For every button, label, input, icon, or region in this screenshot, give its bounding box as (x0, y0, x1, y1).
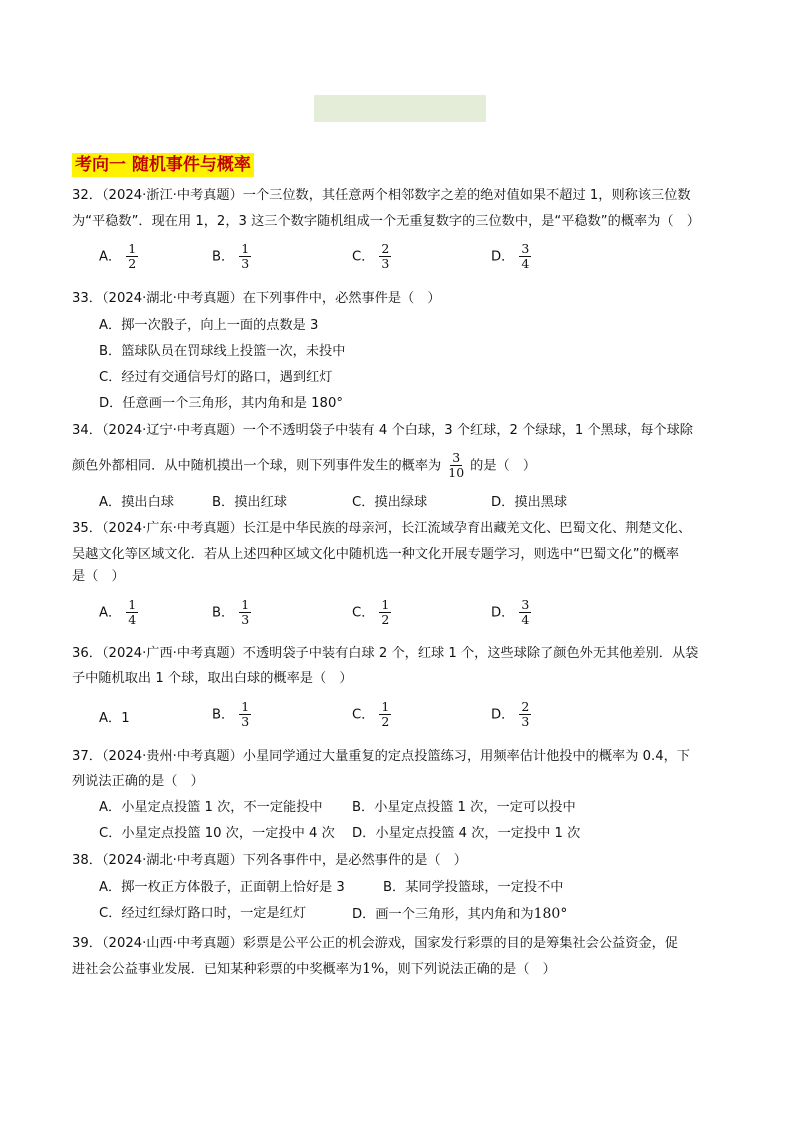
question-32-line-2: 为“平稳数”．现在用 1，2，3 这三个数字随机组成一个无重复数字的三位数中，是“平稳数”的概率为（ ） (72, 214, 700, 229)
question-35-line-1: 35．（2024·广东·中考真题）长江是中华民族的母亲河，长江流域孕育出藏羌文化、巴蜀文化、荆楚文化、 (72, 521, 692, 536)
question-39-line-2: 进社会公益事业发展．已知某种彩票的中奖概率为1%，则下列说法正确的是（ ） (72, 961, 556, 977)
question-37-line-2: 列说法正确的是（ ） (72, 774, 204, 789)
question-35-line-2: 吴越文化等区域文化．若从上述四种区域文化中随机选一种文化开展专题学习，则选中“巴蜀文化”的概率 (72, 547, 680, 562)
fraction: $\frac{2}{3}$ (381, 241, 390, 271)
option-38-a: A．掷一枚正方体骰子，正面朝上恰好是 3 (99, 880, 345, 895)
option-32-b: B． $\frac{1}{3}$ (212, 241, 250, 271)
section-title: 考向一 随机事件与概率 (72, 153, 254, 177)
fraction: $\frac{1}{2}$ (128, 241, 137, 271)
option-36-b: B． $\frac{1}{3}$ (212, 699, 250, 729)
option-36-c: C． $\frac{1}{2}$ (352, 699, 390, 729)
fraction: $\frac{3}{4}$ (521, 597, 530, 627)
fraction: $\frac{1}{3}$ (241, 597, 250, 627)
question-36-line-2: 子中随机取出 1 个球，取出白球的概率是（ ） (72, 671, 353, 686)
option-37-a: A．小星定点投篮 1 次，不一定能投中 (99, 800, 323, 815)
question-34-line-2: 颜色外都相同．从中随机摸出一个球，则下列事件发生的概率为 $\frac{3}{10}$ 的是（ ） (72, 450, 537, 480)
question-36-line-1: 36．（2024·广西·中考真题）不透明袋子中装有白球 2 个，红球 1 个，这些球除了颜色外无其他差别．从袋 (72, 646, 699, 661)
option-35-a: A． $\frac{1}{4}$ (99, 597, 137, 627)
header-banner (314, 95, 486, 122)
fraction: $\frac{2}{3}$ (521, 699, 530, 729)
option-37-c: C．小星定点投篮 10 次，一定投中 4 次 (99, 826, 335, 841)
option-33-c: C．经过有交通信号灯的路口，遇到红灯 (99, 370, 333, 385)
question-34-line-1: 34．（2024·辽宁·中考真题）一个不透明袋子中装有 4 个白球，3 个红球，2 个绿球，1 个黑球，每个球除 (72, 423, 693, 438)
option-32-c: C． $\frac{2}{3}$ (352, 241, 390, 271)
option-35-c: C． $\frac{1}{2}$ (352, 597, 390, 627)
option-38-b: B．某同学投篮球，一定投不中 (383, 880, 564, 895)
option-36-d: D． $\frac{2}{3}$ (491, 699, 530, 729)
question-33-line-1: 33．（2024·湖北·中考真题）在下列事件中，必然事件是（ ） (72, 291, 441, 306)
fraction: $\frac{3}{4}$ (521, 241, 530, 271)
fraction: $\frac{1}{3}$ (241, 699, 250, 729)
question-32-line-1: 32．（2024·浙江·中考真题）一个三位数，其任意两个相邻数字之差的绝对值如果不超过 1，则称该三位数 (72, 188, 691, 203)
option-32-d: D． $\frac{3}{4}$ (491, 241, 530, 271)
question-39-line-1: 39．（2024·山西·中考真题）彩票是公平公正的机会游戏，国家发行彩票的目的是筹集社会公益资金，促 (72, 936, 678, 951)
option-38-d: D．画一个三角形，其内角和为180° (352, 906, 568, 922)
option-33-a: A．掷一次骰子，向上一面的点数是 3 (99, 318, 319, 333)
question-38-line-1: 38．（2024·湖北·中考真题）下列各事件中，是必然事件的是（ ） (72, 853, 467, 868)
option-38-c: C．经过红绿灯路口时，一定是红灯 (99, 906, 307, 921)
fraction: $\frac{1}{2}$ (381, 597, 390, 627)
option-36-a: A．1 (99, 711, 130, 726)
option-32-a: A． $\frac{1}{2}$ (99, 241, 137, 271)
fraction: $\frac{1}{4}$ (128, 597, 137, 627)
option-37-d: D．小星定点投篮 4 次，一定投中 1 次 (352, 826, 581, 841)
option-34-d: D．摸出黑球 (491, 495, 568, 510)
option-35-d: D． $\frac{3}{4}$ (491, 597, 530, 627)
option-34-a: A．摸出白球 (99, 495, 174, 510)
question-37-line-1: 37．（2024·贵州·中考真题）小星同学通过大量重复的定点投篮练习，用频率估计他投中的概率为 0.4，下 (72, 749, 690, 764)
option-33-d: D．任意画一个三角形，其内角和是 180° (99, 396, 343, 411)
question-35-line-3: 是（ ） (72, 569, 125, 584)
option-34-c: C．摸出绿球 (352, 495, 428, 510)
option-35-b: B． $\frac{1}{3}$ (212, 597, 250, 627)
option-33-b: B．篮球队员在罚球线上投篮一次，未投中 (99, 344, 346, 359)
option-34-b: B．摸出红球 (212, 495, 287, 510)
fraction: $\frac{1}{2}$ (381, 699, 390, 729)
fraction: $\frac{3}{10}$ (448, 450, 465, 480)
fraction: $\frac{1}{3}$ (241, 241, 250, 271)
option-37-b: B．小星定点投篮 1 次，一定可以投中 (352, 800, 576, 815)
